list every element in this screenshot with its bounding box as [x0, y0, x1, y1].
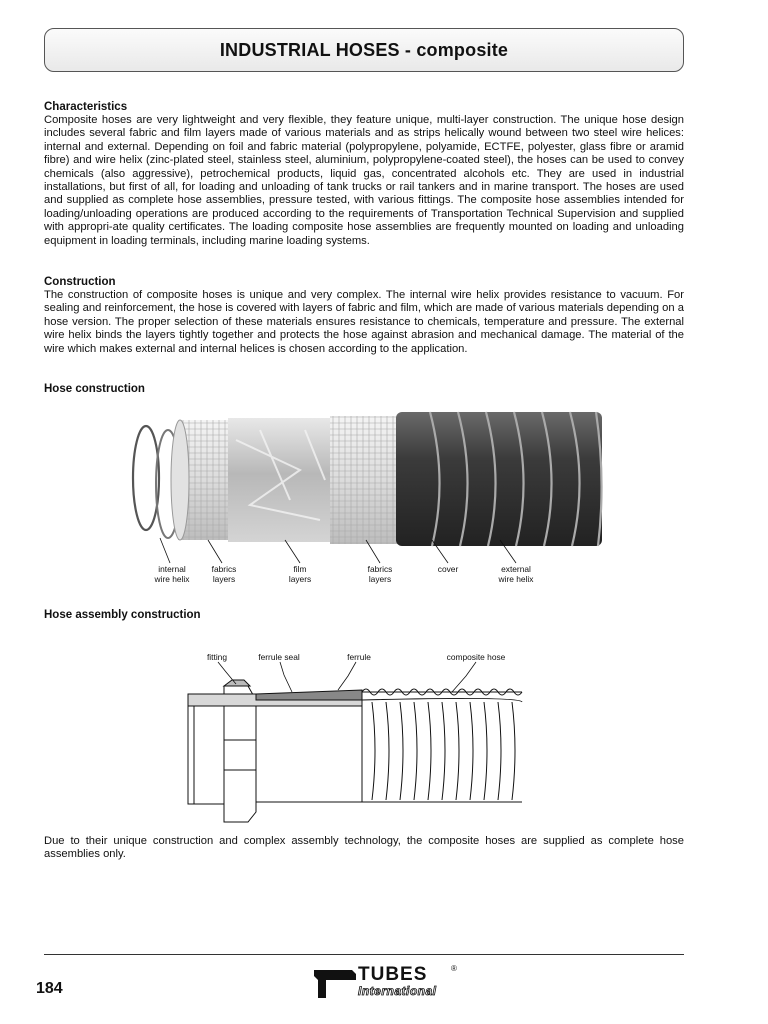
logo-text-tubes: TUBES [358, 964, 428, 985]
assembly-label-ferrule: ferrule [347, 652, 371, 662]
characteristics-text: Composite hoses are very lightweight and very flexible, they feature unique, multi-layer construction. The unique hose design includes several fabric and film layers made of various materials and as strips helically wound between two steel wire helices: internal and external. Depending on foil and fabric material (polypropylene, polyamide, ECTFE, polyester, glass fibre or aramid fibre) and wire helix (zinc-plated steel, stainless steel, aluminium, polypropylene-coated steel), the hoses can be used to convey chemicals (also aggressive), petrochemical products, liquid gas, concentrated alcohols etc. They are used in industrial installations, but first of all, for loading and unloading of tank trucks or rail tankers and in marine transport. The hoses are used and supplied as complete hose assemblies, pressure tested, with various fittings. The composite hose assemblies intended for loading/unloading operations are produced according to the requirements of Transportation Technical Supervision and supplied with appropri-ate quality certificates. The loading composite hose assemblies are frequently mounted on loading and unloading equipment in loading terminals, including marine loading systems. [44, 114, 684, 247]
assembly-heading: Hose assembly construction [44, 609, 201, 621]
construction-text: The construction of composite hoses is unique and very complex. The internal wire helix provides resistance to vacuum. For sealing and reinforcement, the hose is covered with layers of fabric and film, which are made of various materials depending on a hose version. The proper selection of these materials ensures resistance to chemicals, temperature and pressure. The external wire helix binds the layers tightly together and protects the hose against abrasion and mechanical damage. The material of the wire which makes external and internal helices is chosen according to the application. [44, 289, 684, 355]
fitting-nipple [256, 700, 362, 802]
assembly-label-composite-hose: composite hose [446, 652, 506, 662]
construction-heading: Construction [44, 276, 116, 288]
assembly-label-ferrule-seal: ferrule seal [258, 652, 300, 662]
label-internal-wire-helix: internal wire helix [154, 564, 190, 584]
label-cover: cover [437, 564, 459, 574]
label-external-wire-helix: external wire helix [498, 564, 534, 584]
ferrule [256, 690, 362, 700]
hose-construction-heading: Hose construction [44, 383, 145, 395]
closing-section [44, 835, 684, 862]
fitting-body [188, 694, 224, 804]
assembly-label-fitting: fitting [206, 652, 228, 662]
closing-text: Due to their unique construction and complex assembly technology, the composite hoses are supplied as complete hose assemblies only. [44, 835, 684, 861]
tubes-logo [312, 964, 462, 1002]
tubes-logo-mark [312, 966, 358, 1002]
page-number: 184 [36, 980, 63, 997]
label-film-layers: film layers [288, 564, 312, 584]
logo-registered-mark: ® [451, 964, 457, 973]
fitting-top-nut [224, 680, 250, 686]
page-title: INDUSTRIAL HOSES - composite [219, 39, 509, 60]
label-fabrics-layers-1: fabrics layers [211, 564, 237, 584]
label-fabrics-layers-2: fabrics layers [367, 564, 393, 584]
logo-text-international: International [358, 984, 437, 998]
characteristics-heading: Characteristics [44, 101, 128, 113]
composite-hose-section [362, 689, 522, 802]
footer-divider [44, 954, 684, 955]
